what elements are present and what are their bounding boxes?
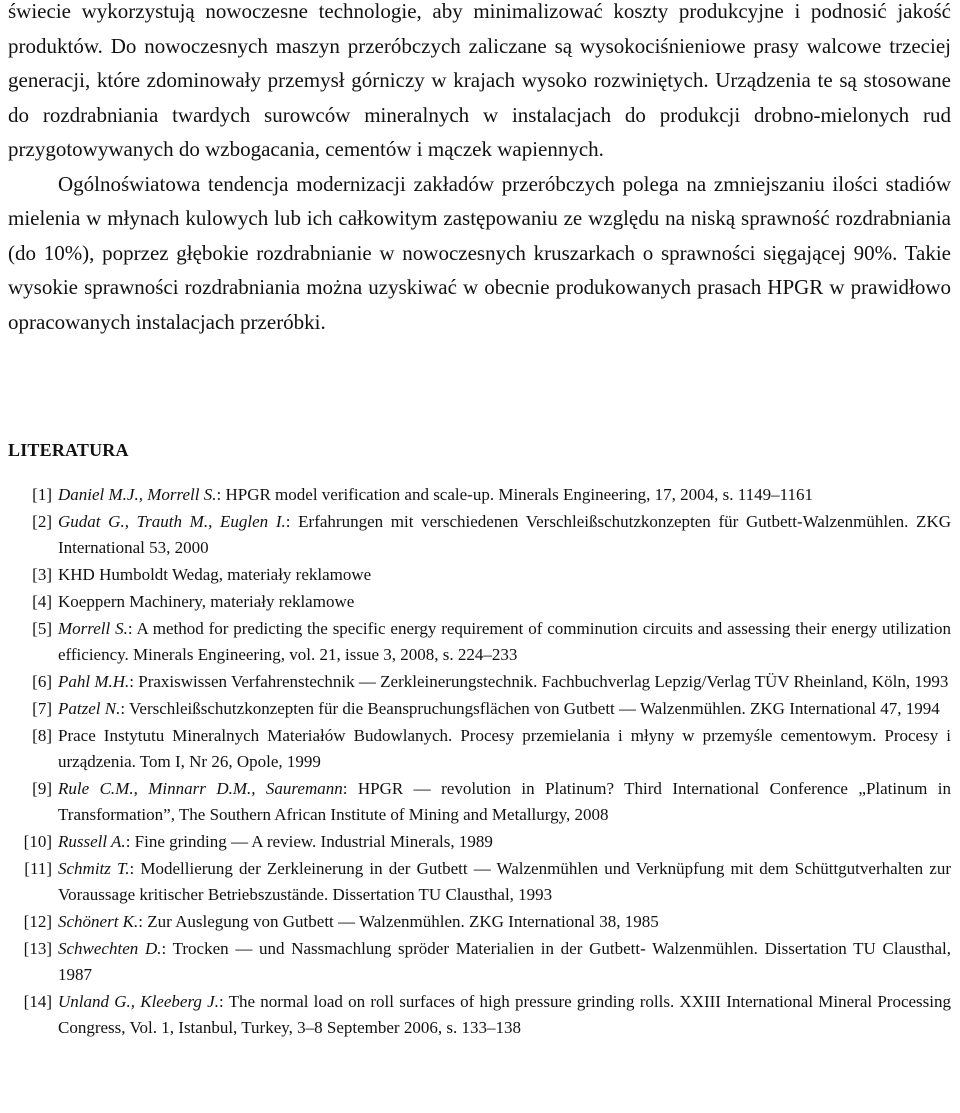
reference-authors: Pahl M.H.: [58, 672, 130, 691]
reference-text: : HPGR model verification and scale-up. Minerals Engineering, 17, 2004, s. 1149–1161: [216, 485, 813, 504]
reference-number: [1]: [32, 485, 52, 504]
body-paragraph-2: Ogólnoświatowa tendencja modernizacji zakładów przeróbczych polega na zmniejszaniu ilości stadiów mielenia w młynach kulowych lub ich całkowitym zastępowaniu ze względu na niską sprawność rozdrabniania (do 10%), poprzez głębokie rozdrabnianie w nowoczesnych kruszarkach o sprawności sięgającej 90%. Takie wysokie sprawności rozdrabniania można uzyskiwać w obecnie produkowanych prasach HPGR w prawidłowo opracowanych instalacjach przeróbki.: [8, 171, 951, 334]
reference-text: : Erfahrungen mit verschiedenen Verschleißschutzkonzepten für Gutbett-Walzenmühlen. ZKG International 53, 2000: [58, 512, 951, 557]
reference-text: : Verschleißschutzkonzepten für die Beanspruchungsflächen von Gutbett — Walzenmühlen. ZKG International 47, 1994: [120, 699, 940, 718]
reference-item: [8, 856, 951, 908]
reference-item: [8, 669, 951, 695]
reference-text: : The normal load on roll surfaces of high pressure grinding rolls. XXIII International Mineral Processing Congress, Vol. 1, Istanbul, Turkey, 3–8 September 2006, s. 133–138: [58, 992, 951, 1037]
reference-authors: Unland G., Kleeberg J.: [58, 992, 219, 1011]
reference-number: [14]: [23, 992, 52, 1011]
reference-number: [2]: [32, 512, 52, 531]
reference-number: [11]: [24, 859, 52, 878]
reference-authors: Russell A.: [58, 832, 126, 851]
reference-authors: Schmitz T.: [58, 859, 130, 878]
reference-item: [8, 989, 951, 1041]
reference-item: [8, 936, 951, 988]
reference-item: [8, 616, 951, 668]
reference-number: [4]: [32, 592, 52, 611]
body-paragraph-1: świecie wykorzystują nowoczesne technologie, aby minimalizować koszty produkcyjne i podnosić jakość produktów. Do nowoczesnych maszyn przeróbczych zaliczane są wysokociśnieniowe prasy walcowe trzeciej generacji, które zdominowały przemysł górniczy w krajach wysoko rozwiniętych. Urządzenia te są stosowane do rozdrabniania twardych surowców mineralnych w instalacjach do produkcji drobno-mielonych rud przygotowywanych do wzbogacania, cementów i mączek wapiennych.: [8, 0, 951, 161]
reference-list: [8, 482, 951, 1042]
reference-authors: Morrell S.: [58, 619, 128, 638]
reference-text: : Fine grinding — A review. Industrial Minerals, 1989: [125, 832, 493, 851]
reference-text: KHD Humboldt Wedag, materiały reklamowe: [58, 565, 372, 584]
reference-number: [8]: [32, 726, 52, 745]
reference-text: : HPGR — revolution in Platinum? Third International Conference „Platinum in Transformation”, The Southern African Institute of Mining and Metallurgy, 2008: [58, 779, 951, 824]
reference-item: [8, 562, 951, 588]
reference-number: [10]: [23, 832, 52, 851]
reference-text: : Praxiswissen Verfahrenstechnik — Zerkleinerungstechnik. Fachbuchverlag Lepzig/Verlag TÜV Rheinland, Köln, 1993: [129, 672, 949, 691]
reference-text: Prace Instytutu Mineralnych Materiałów Budowlanych. Procesy przemielania i młyny w przemyśle cementowym. Procesy i urządzenia. Tom I, Nr 26, Opole, 1999: [58, 726, 951, 771]
reference-text: Koeppern Machinery, materiały reklamowe: [58, 592, 355, 611]
reference-number: [6]: [32, 672, 52, 691]
reference-text: : Zur Auslegung von Gutbett — Walzenmühlen. ZKG International 38, 1985: [138, 912, 659, 931]
reference-item: [8, 723, 951, 775]
reference-authors: Patzel N.: [58, 699, 121, 718]
reference-authors: Daniel M.J., Morrell S.: [58, 485, 217, 504]
reference-authors: Rule C.M., Minnarr D.M., Sauremann: [58, 779, 343, 798]
reference-number: [3]: [32, 565, 52, 584]
reference-text: : Modellierung der Zerkleinerung in der Gutbett — Walzenmühlen und Verknüpfung mit dem Schüttgutverhalten zur Voraussage kritischer Betriebszustände. Dissertation TU Clausthal, 1993: [58, 859, 952, 904]
reference-number: [7]: [32, 699, 52, 718]
reference-number: [5]: [32, 619, 52, 638]
reference-item: [8, 696, 951, 722]
reference-item: [8, 482, 951, 508]
reference-text: : Trocken — und Nassmachlung spröder Materialien in der Gutbett- Walzenmühlen. Dissertation TU Clausthal, 1987: [58, 939, 951, 984]
reference-authors: Schönert K.: [58, 912, 139, 931]
reference-item: [8, 909, 951, 935]
reference-number: [13]: [23, 939, 52, 958]
reference-authors: Gudat G., Trauth M., Euglen I.: [58, 512, 286, 531]
reference-number: [9]: [32, 779, 52, 798]
section-title-literatura: LITERATURA: [8, 440, 129, 460]
reference-item: [8, 776, 951, 828]
reference-item: [8, 829, 951, 855]
reference-text: : A method for predicting the specific energy requirement of comminution circuits and assessing their energy utilization efficiency. Minerals Engineering, vol. 21, issue 3, 2008, s. 224–233: [58, 619, 951, 664]
reference-number: [12]: [23, 912, 52, 931]
reference-authors: Schwechten D.: [58, 939, 162, 958]
reference-item: [8, 589, 951, 615]
reference-item: [8, 509, 951, 561]
